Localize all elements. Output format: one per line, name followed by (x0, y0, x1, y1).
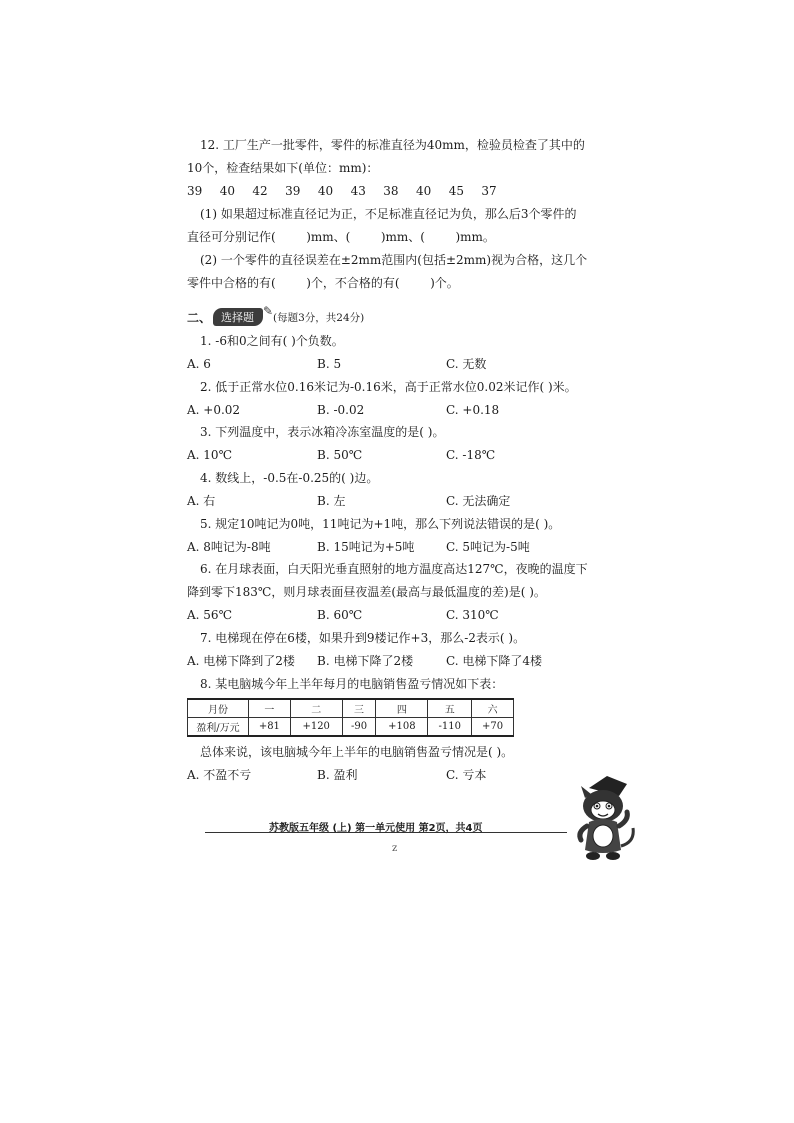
question-2-option-b: B. -0.02 (317, 403, 365, 417)
question-3-option-b: B. 50℃ (317, 448, 363, 462)
question-5-option-a: A. 8吨记为-8吨 (187, 540, 271, 554)
table-cell: 五 (428, 699, 472, 718)
question-2-stem: 2. 低于正常水位0.16米记为-0.16米，高于正常水位0.02米记作( )米。 (200, 380, 577, 394)
section-heading (187, 304, 365, 327)
question-6-stem: 6. 在月球表面，白天阳光垂直照射的地方温度高达127℃，夜晚的温度下 (200, 562, 588, 576)
question-4-stem: 4. 数线上，-0.5在-0.25的( )边。 (200, 471, 379, 485)
question-8-option-a: A. 不盈不亏 (187, 768, 252, 782)
section-number: 二、 (187, 310, 212, 325)
question-1-stem: 1. -6和0之间有( )个负数。 (200, 334, 344, 348)
question-7-option-a: A. 电梯下降到了2楼 (187, 654, 295, 668)
footer-rule (205, 832, 567, 833)
section-tag (213, 304, 274, 326)
table-row (188, 718, 514, 737)
question-7-option-b: B. 电梯下降了2楼 (317, 654, 414, 668)
table-row (188, 699, 514, 718)
table-cell: 二 (290, 699, 342, 718)
table-cell: 四 (376, 699, 428, 718)
table-cell: +81 (249, 718, 291, 737)
question-5-option-c: C. 5吨记为-5吨 (446, 540, 530, 554)
question-1-option-b: B. 5 (317, 357, 342, 371)
question-2-option-c: C. +0.18 (446, 403, 500, 417)
question-6-option-a: A. 56℃ (187, 608, 232, 622)
question-7-stem: 7. 电梯现在停在6楼，如果升到9楼记作+3，那么-2表示( )。 (200, 631, 526, 645)
question-6-option-b: B. 60℃ (317, 608, 363, 622)
section-tag-label: 选择题 (221, 311, 255, 324)
page-mark: z (392, 843, 398, 854)
q12-line1: 12. 工厂生产一批零件，零件的标准直径为40mm，检验员检查了其中的 (200, 138, 585, 152)
section-note: (每题3分，共24分) (273, 311, 365, 324)
table-cell: +108 (376, 718, 428, 737)
question-8-stem: 8. 某电脑城今年上半年每月的电脑销售盈亏情况如下表： (200, 677, 504, 691)
question-4-option-c: C. 无法确定 (446, 494, 511, 508)
q12-p2-line1: (2) 一个零件的直径误差在±2mm范围内(包括±2mm)视为合格，这几个 (200, 253, 588, 267)
q12-p1-line2: 直径可分别记作( )mm、( )mm、( )mm。 (187, 230, 495, 244)
question-3-option-c: C. -18℃ (446, 448, 496, 462)
pencil-icon: ✎ (262, 304, 274, 318)
page-footer: 苏教版五年级 (上) 第一单元使用 第2页，共4页 (269, 823, 483, 834)
table-cell: 盈利/万元 (188, 718, 249, 737)
question-6-option-c: C. 310℃ (446, 608, 499, 622)
table-cell: 六 (472, 699, 514, 718)
table-cell: +120 (290, 718, 342, 737)
question-1-option-c: C. 无数 (446, 357, 487, 371)
q12-p2-line2: 零件中合格的有( )个，不合格的有( )个。 (187, 276, 459, 290)
table-cell: -90 (342, 718, 376, 737)
table-cell: +70 (472, 718, 514, 737)
question-5-option-b: B. 15吨记为+5吨 (317, 540, 415, 554)
question-2-option-a: A. +0.02 (187, 403, 241, 417)
question-1-option-a: A. 6 (187, 357, 211, 371)
table-cell: 月份 (188, 699, 249, 718)
table-cell: -110 (428, 718, 472, 737)
question-4-option-b: B. 左 (317, 494, 346, 508)
table-cell: 一 (249, 699, 291, 718)
question-4-option-a: A. 右 (187, 494, 216, 508)
question-3-option-a: A. 10℃ (187, 448, 232, 462)
question-5-stem: 5. 规定10吨记为0吨，11吨记为+1吨，那么下列说法错误的是( )。 (200, 517, 561, 531)
question-8-stem-cont: 总体来说，该电脑城今年上半年的电脑销售盈亏情况是( )。 (200, 745, 514, 759)
q12-line2: 10个，检查结果如下(单位：mm)： (187, 161, 379, 175)
question-8-option-b: B. 盈利 (317, 768, 358, 782)
question-3-stem: 3. 下列温度中，表示冰箱冷冻室温度的是( )。 (200, 425, 445, 439)
sales-table (187, 698, 514, 737)
question-6-stem-cont: 降到零下183℃，则月球表面昼夜温差(最高与最低温度的差)是( )。 (187, 585, 546, 599)
question-8-option-c: C. 亏本 (446, 768, 487, 782)
q12-p1-line1: (1) 如果超过标准直径记为正，不足标准直径记为负，那么后3个零件的 (200, 207, 577, 221)
question-7-option-c: C. 电梯下降了4楼 (446, 654, 543, 668)
table-cell: 三 (342, 699, 376, 718)
q12-values: 39 40 42 39 40 43 38 40 45 37 (187, 184, 497, 198)
cartoon-cat-mascot-icon (567, 770, 639, 865)
